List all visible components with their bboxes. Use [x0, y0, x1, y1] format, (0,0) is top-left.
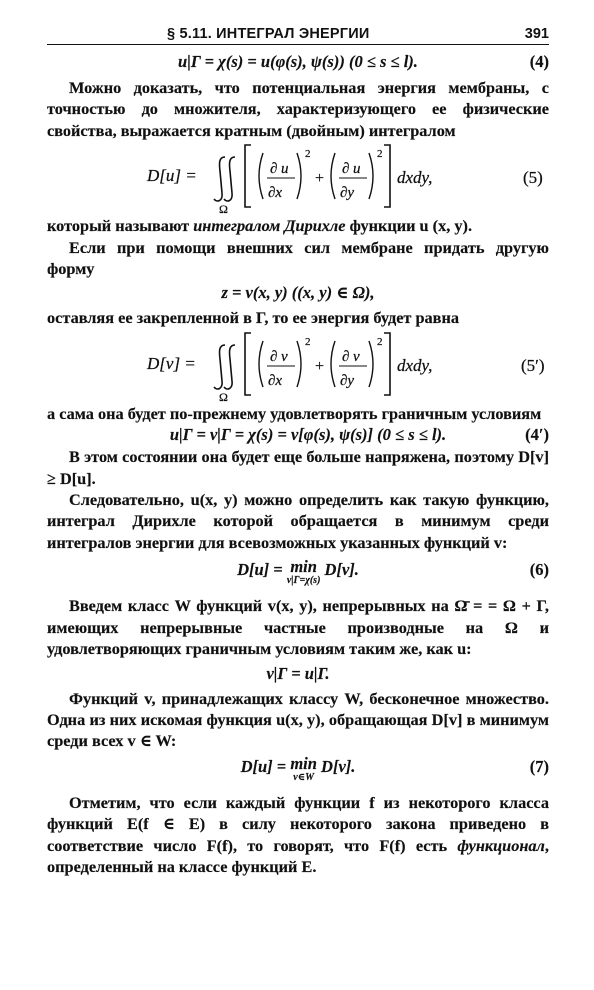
- equation-boundary: v|Γ = u|Γ.: [266, 663, 330, 683]
- svg-text:dxdy,: dxdy,: [397, 355, 433, 375]
- paragraph-class-w: Введем класс W функций v(x, y), непрерывных на Ω̄ = = Ω + Γ, имеющих непрерывные частные производные на Ω и удовлетворяющих граничным условиям таким же, как u:: [47, 596, 549, 659]
- book-page: [47, 26, 549, 877]
- term-functional: функционал: [457, 835, 545, 855]
- svg-text:∂y: ∂y: [340, 372, 355, 389]
- paragraph-minimum: Следовательно, u(x, y) можно определить как такую функцию, интеграл Дирихле которой обращается в минимум среди интегралов энергии для всевозможных указанных функций v:: [47, 490, 549, 552]
- svg-text:∂: ∂: [342, 348, 350, 365]
- equation-7: D[u] = min v∈W D[v]. (7): [240, 753, 549, 783]
- svg-text:∂x: ∂x: [268, 372, 283, 389]
- paragraph-functional: Отметим, что если каждый функции f из некоторого класса функций E(f ∈ E) в силу некоторого закона приведено в соответствие число F(f), то говорят, что F(f) есть функционал, определенный на классе функций E.: [47, 792, 549, 876]
- double-integral-sign: [214, 157, 235, 201]
- min-operator: min v∈W: [290, 753, 317, 783]
- svg-text:∂: ∂: [270, 348, 278, 365]
- equation-6: D[u] = min v|Γ=χ(s) D[v]. (6): [237, 557, 549, 587]
- equation-5: [47, 141, 549, 215]
- svg-text:dxdy,: dxdy,: [397, 168, 433, 188]
- equation-number: (5): [523, 168, 543, 188]
- svg-text:2: 2: [305, 335, 311, 348]
- svg-text:v: v: [353, 348, 360, 365]
- paragraph-external-forces: Если при помощи внешних сил мембране придать другую форму: [47, 237, 549, 279]
- left-paren: [259, 153, 263, 199]
- paragraph-fixed-boundary: оставляя ее закрепленной в Γ, то ее энергия будет равна: [47, 308, 459, 328]
- equation-5-prime: [47, 329, 549, 403]
- equation-number: (4′): [525, 425, 549, 445]
- svg-text:u: u: [281, 161, 289, 178]
- double-integral-sign: [214, 345, 235, 389]
- right-bracket: [384, 145, 390, 207]
- integration-domain: Ω: [219, 202, 228, 216]
- paragraph-dirichlet: который называют интегралом Дирихле функции u (x, y).: [47, 216, 473, 236]
- equation-number: (6): [529, 560, 549, 580]
- paragraph-functions-v: Функций v, принадлежащих классу W, бесконечное множество. Одна из них искомая функция u(x, y), обращающая D[v] в минимум среди всех v ∈ W:: [47, 688, 549, 751]
- term-dirichlet-integral: интегралом Дирихле: [193, 216, 346, 236]
- integration-domain: Ω: [219, 389, 228, 403]
- equation-4: u|Γ = χ(s) = u(φ(s), ψ(s)) (0 ≤ s ≤ l). (4): [178, 52, 549, 71]
- svg-text:v: v: [281, 348, 288, 365]
- svg-text:∂x: ∂x: [268, 185, 283, 202]
- svg-text:2: 2: [377, 335, 383, 348]
- left-bracket: [245, 145, 251, 207]
- min-operator: min v|Γ=χ(s): [286, 557, 321, 587]
- equation-4-prime: u|Γ = v|Γ = χ(s) = v[φ(s), ψ(s)] (0 ≤ s ≤ l). (4′): [169, 425, 549, 445]
- equation-lhs: D[v] =: [147, 353, 196, 373]
- paragraph-boundary-conditions: а сама она будет по-прежнему удовлетворять граничным условиям: [47, 403, 542, 423]
- paragraph-tension: В этом состоянии она будет еще больше напряжена, поэтому D[v] ≥ D[u].: [47, 447, 549, 488]
- svg-text:∂: ∂: [342, 161, 350, 178]
- svg-text:∂y: ∂y: [340, 185, 355, 202]
- svg-text:+: +: [315, 170, 325, 188]
- svg-text:+: +: [315, 357, 325, 375]
- svg-text:u: u: [353, 161, 361, 178]
- equation-lhs: D[u] =: [147, 166, 197, 186]
- equation-z: z = v(x, y) ((x, y) ∈ Ω),: [221, 283, 375, 303]
- paragraph-energy: Можно доказать, что потенциальная энергия мембраны, с точностью до множителя, характеризующего ее физические свойства, выражается кратным (двойным) интегралом: [47, 78, 549, 140]
- equation-number: (4): [529, 52, 549, 71]
- running-header: [47, 26, 549, 45]
- right-paren: [297, 153, 301, 199]
- section-title: § 5.11. ИНТЕГРАЛ ЭНЕРГИИ: [167, 26, 370, 42]
- equation-number: (7): [529, 756, 549, 776]
- svg-text:2: 2: [305, 148, 311, 161]
- svg-text:∂: ∂: [270, 161, 278, 178]
- svg-text:2: 2: [377, 148, 383, 161]
- equation-number: (5′): [521, 355, 545, 375]
- page-number: 391: [524, 26, 549, 42]
